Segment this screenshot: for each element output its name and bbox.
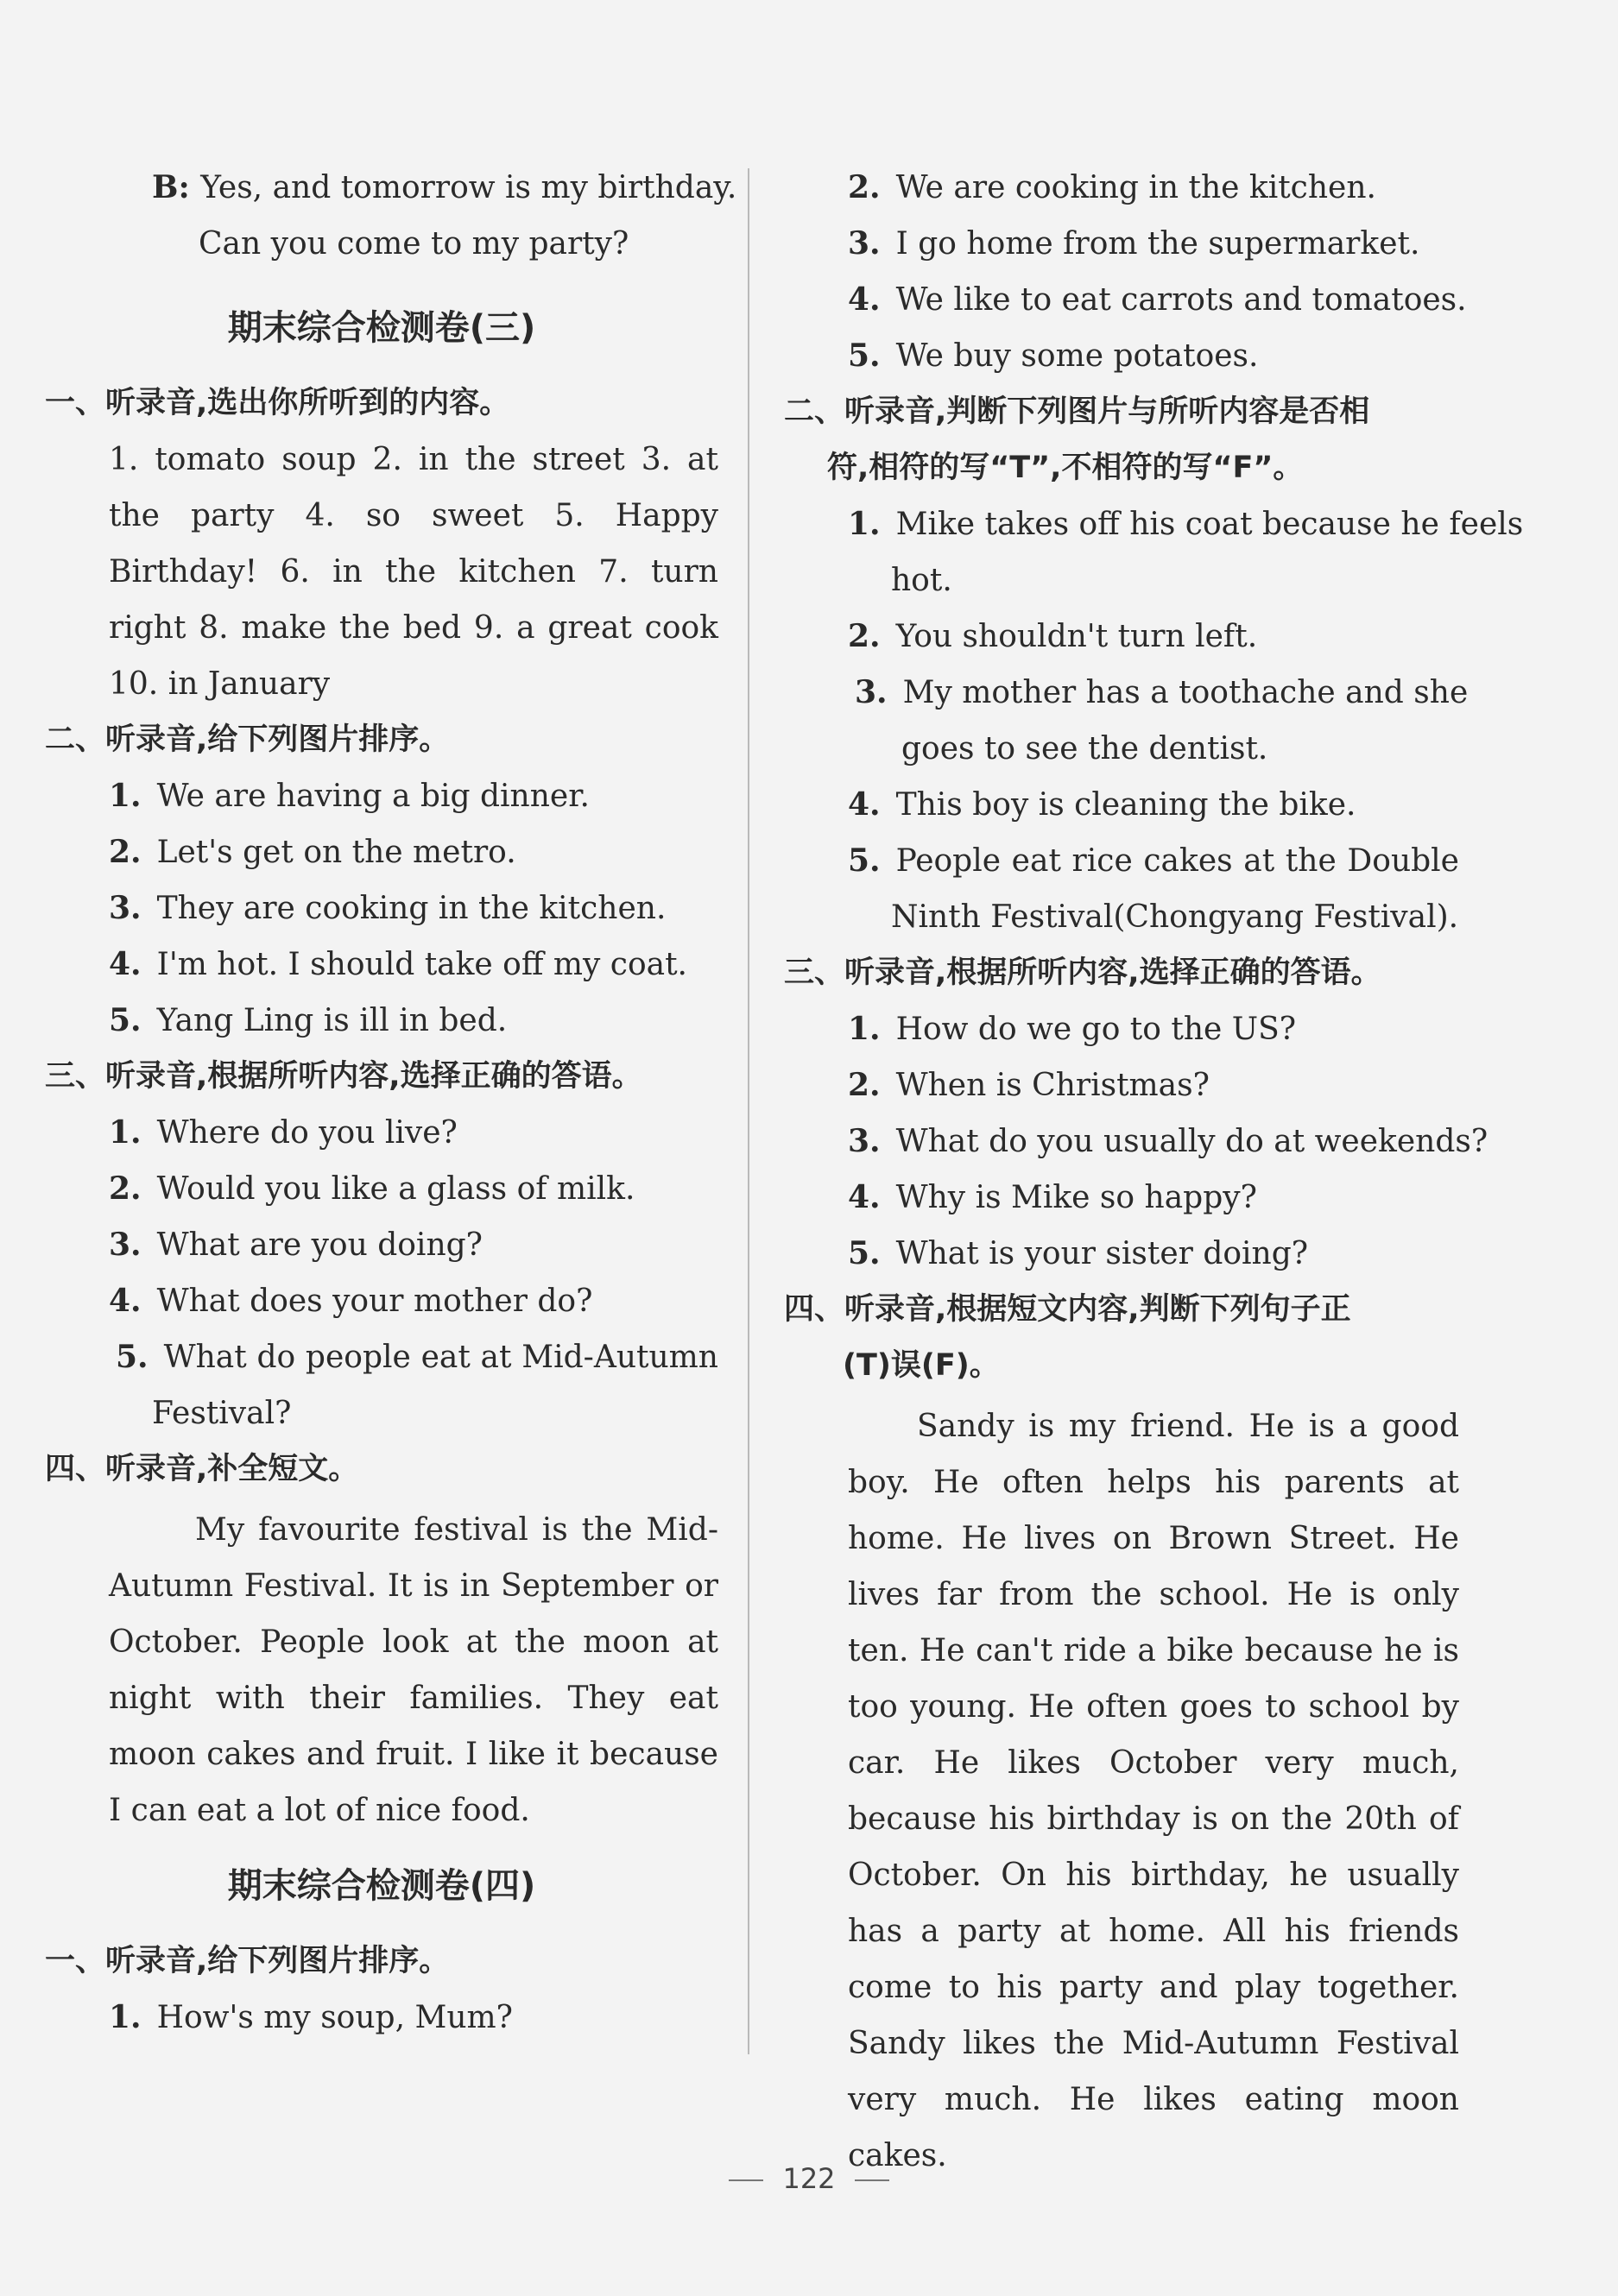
dialog-line-b: B: Yes, and tomorrow is my birthday. <box>152 169 737 205</box>
list-item-continuation: Festival? <box>152 1396 292 1431</box>
list-item: 1. Where do you live? <box>109 1114 458 1151</box>
t3-passage: My favourite festival is the Mid-Autumn Festival. It is in September or October. People look at the moon at night with their families. They eat moon cakes and fruit. I like it because I can eat a lot of nice food. <box>109 1512 718 1828</box>
list-item: 2. We are cooking in the kitchen. <box>848 169 1376 205</box>
list-item: 5. Yang Ling is ill in bed. <box>109 1002 508 1038</box>
list-item: 2. You shouldn't turn left. <box>848 618 1258 654</box>
t4-passage: Sandy is my friend. He is a good boy. He often helps his parents at home. He lives on Brown Street. He lives far from the school. He is only ten. He can't ride a bike because he is too young. He often goes to school by car. He likes October very much, because his birthday is on the 20th of October. On his birthday, he usually has a party at home. All his friends come to his party and play together. Sandy likes the Mid-Autumn Festival very much. He likes eating moon cakes. <box>848 1409 1459 2173</box>
list-item: 3. My mother has a toothache and she <box>855 674 1469 710</box>
list-item: 2. Let's get on the metro. <box>109 834 516 870</box>
list-item: 4. We like to eat carrots and tomatoes. <box>848 281 1467 318</box>
list-item-continuation: goes to see the dentist. <box>901 731 1268 766</box>
list-item-continuation: hot. <box>891 563 952 598</box>
list-item: 5. What do people eat at Mid-Autumn <box>116 1339 718 1375</box>
dialog-line-b2: Can you come to my party? <box>199 226 629 262</box>
list-item: 1. How's my soup, Mum? <box>109 1999 513 2035</box>
list-item: 4. What does your mother do? <box>109 1283 593 1319</box>
t4-section3-heading: 三、听录音,根据所听内容,选择正确的答语。 <box>784 956 1381 990</box>
t4-section2-heading: 二、听录音,判断下列图片与所听内容是否相 <box>784 394 1370 429</box>
t4-section1-heading: 一、听录音,给下列图片排序。 <box>45 1944 450 1978</box>
list-item: 1. How do we go to the US? <box>848 1011 1297 1047</box>
t3-s1-line: 10. in January <box>109 666 331 702</box>
t4-section4-heading-cont: (T)误(F)。 <box>843 1348 1000 1383</box>
list-item: 4. I'm hot. I should take off my coat. <box>109 946 688 982</box>
list-item: 2. Would you like a glass of milk. <box>109 1170 635 1207</box>
t4-section2-heading-cont: 符,相符的写“T”,不相符的写“F”。 <box>827 451 1304 485</box>
dialog-text: Yes, and tomorrow is my birthday. <box>200 170 737 205</box>
t3-s1-line: Birthday! 6. in the kitchen 7. turn <box>109 554 718 590</box>
t3-s1-line: right 8. make the bed 9. a great cook <box>109 610 718 646</box>
t3-s1-line: 1. tomato soup 2. in the street 3. at <box>109 442 718 477</box>
list-item: 5. What is your sister doing? <box>848 1235 1309 1271</box>
t3-section2-heading: 二、听录音,给下列图片排序。 <box>45 722 450 757</box>
list-item: 3. What do you usually do at weekends? <box>848 1123 1488 1159</box>
t3-section1-heading: 一、听录音,选出你所听到的内容。 <box>45 386 510 420</box>
left-column <box>45 164 737 2050</box>
list-item: 1. Mike takes off his coat because he feels <box>848 506 1524 542</box>
list-item: 3. They are cooking in the kitchen. <box>109 890 667 926</box>
list-item: 3. What are you doing? <box>109 1227 483 1263</box>
page-number: 122 <box>0 2162 1618 2195</box>
list-item: 4. This boy is cleaning the bike. <box>848 786 1356 823</box>
right-column <box>784 164 1524 2184</box>
t3-s1-line: the party 4. so sweet 5. Happy <box>109 498 718 533</box>
speaker-label: B <box>152 169 179 205</box>
list-item: 1. We are having a big dinner. <box>109 778 590 814</box>
list-item: 5. We buy some potatoes. <box>848 337 1259 374</box>
t4-section4-heading: 四、听录音,根据短文内容,判断下列句子正 <box>784 1292 1351 1327</box>
list-item: 3. I go home from the supermarket. <box>848 225 1420 262</box>
t3-section3-heading: 三、听录音,根据所听内容,选择正确的答语。 <box>45 1059 642 1094</box>
list-item: 2. When is Christmas? <box>848 1067 1210 1103</box>
column-divider <box>748 168 749 2054</box>
list-item: 4. Why is Mike so happy? <box>848 1179 1257 1215</box>
test3-title: 期末综合检测卷(三) <box>227 308 536 348</box>
t3-section4-heading: 四、听录音,补全短文。 <box>45 1452 359 1486</box>
list-item-continuation: Ninth Festival(Chongyang Festival). <box>891 899 1459 935</box>
list-item: 5. People eat rice cakes at the Double <box>848 842 1459 879</box>
test4-title: 期末综合检测卷(四) <box>227 1866 536 1906</box>
